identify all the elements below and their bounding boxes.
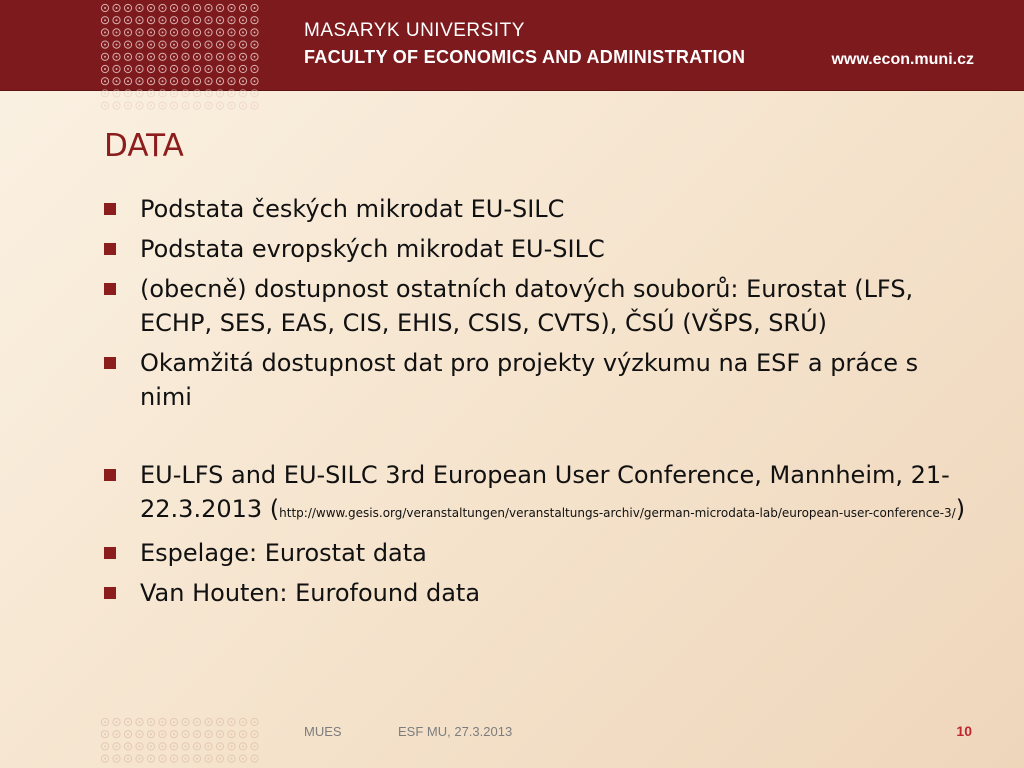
conference-text: EU-LFS and EU-SILC 3rd European User Conference, Mannheim, 21-22.3.2013 ( bbox=[140, 461, 950, 523]
bullet-square-icon bbox=[104, 203, 116, 215]
bullet-text: Espelage: Eurostat data bbox=[140, 539, 427, 567]
bullet-text: Podstata českých mikrodat EU-SILC bbox=[140, 195, 565, 223]
bullet-text: Podstata evropských mikrodat EU-SILC bbox=[140, 235, 605, 263]
footer-dot-pattern bbox=[100, 716, 260, 768]
faculty-name: FACULTY OF ECONOMICS AND ADMINISTRATION bbox=[304, 47, 746, 67]
bullet-list bbox=[104, 192, 974, 616]
bullet-square-icon bbox=[104, 469, 116, 481]
bullet-item bbox=[104, 536, 974, 570]
university-name: MASARYK UNIVERSITY bbox=[304, 20, 525, 41]
bullet-item bbox=[104, 192, 974, 226]
bullet-item bbox=[104, 232, 974, 266]
header-bar bbox=[0, 0, 1024, 91]
footer-event-date: ESF MU, 27.3.2013 bbox=[398, 724, 513, 739]
bullet-square-icon bbox=[104, 243, 116, 255]
slide-title: DATA bbox=[104, 128, 184, 164]
bullet-text: (obecně) dostupnost ostatních datových souborů: Eurostat (LFS, ECHP, SES, EAS, CIS, EHIS, CSIS, CVTS), ČSÚ (VŠPS, SRÚ) bbox=[140, 275, 914, 337]
bullet-text: Van Houten: Eurofound data bbox=[140, 579, 481, 607]
website-link[interactable]: www.econ.muni.cz bbox=[831, 51, 974, 68]
footer-course: MUES bbox=[304, 724, 342, 739]
bullet-item bbox=[104, 576, 974, 610]
conference-close-paren: ) bbox=[955, 495, 966, 523]
logo-dot-pattern bbox=[100, 2, 260, 112]
bullet-text: Okamžitá dostupnost dat pro projekty výzkumu na ESF a práce s nimi bbox=[140, 349, 919, 411]
bullet-square-icon bbox=[104, 587, 116, 599]
bullet-square-icon bbox=[104, 547, 116, 559]
conference-url-link[interactable]: http://www.gesis.org/veranstaltungen/veranstaltungs-archiv/german-microdata-lab/european-user-conference-3/ bbox=[279, 506, 956, 520]
bullet-item bbox=[104, 346, 974, 414]
bullet-item bbox=[104, 272, 974, 340]
bullet-square-icon bbox=[104, 357, 116, 369]
bullet-square-icon bbox=[104, 283, 116, 295]
bullet-item-conference bbox=[104, 458, 974, 530]
page-number: 10 bbox=[956, 723, 972, 739]
